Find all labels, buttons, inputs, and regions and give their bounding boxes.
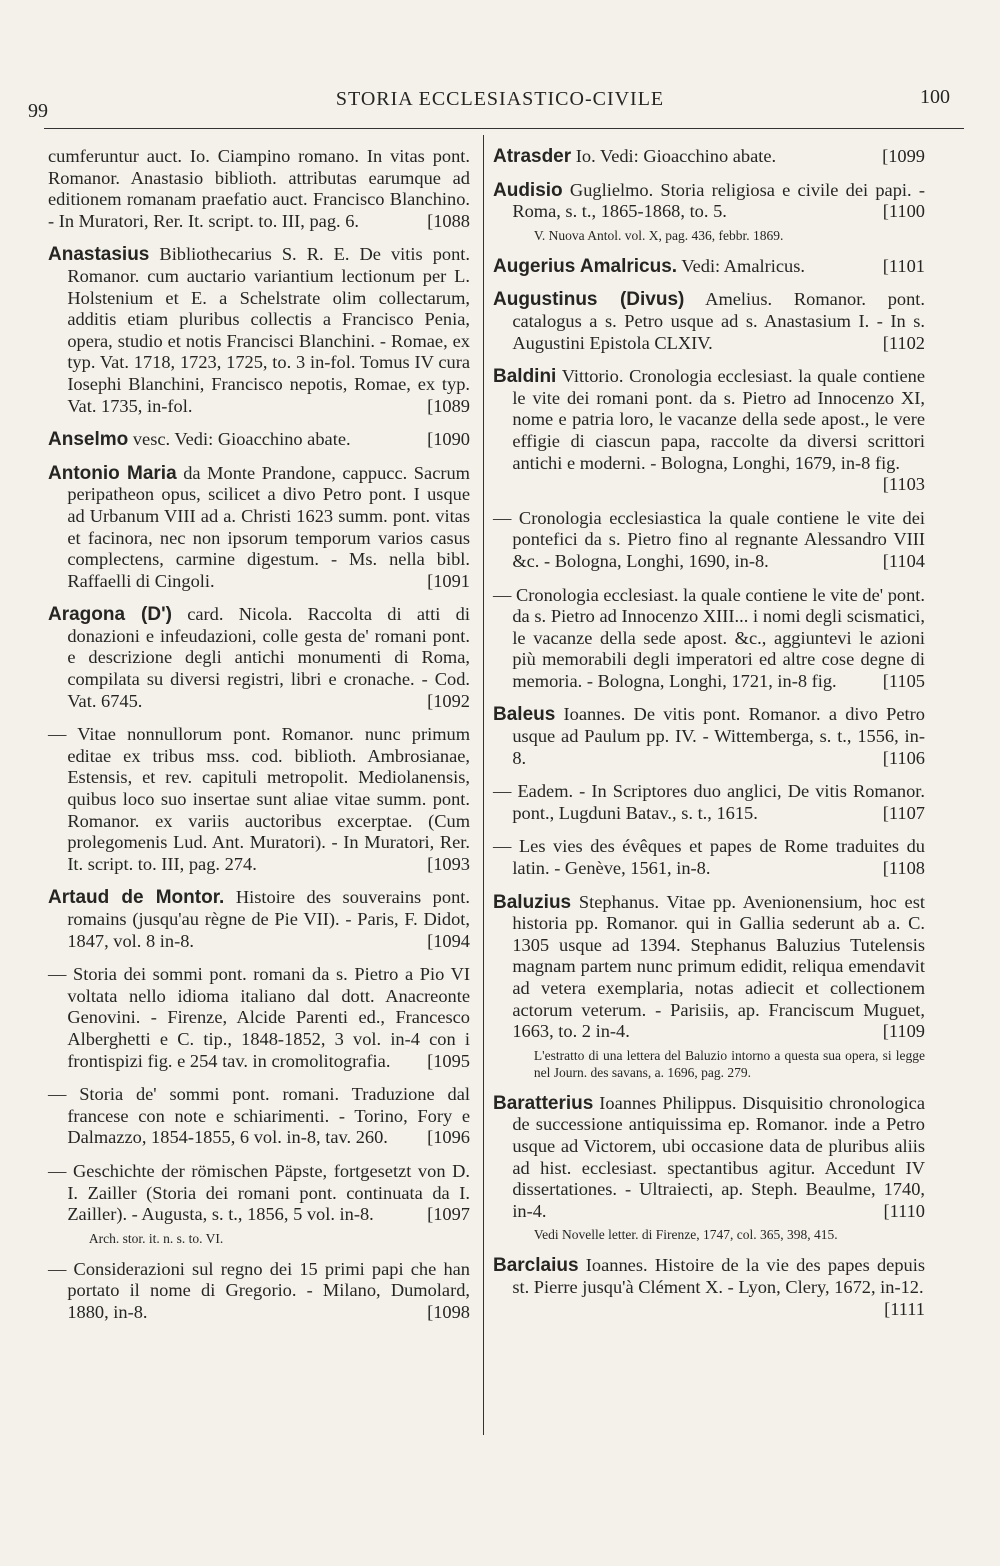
bibliography-entry xyxy=(493,781,925,824)
entry-number: [1094 xyxy=(427,930,470,951)
header-rule xyxy=(44,128,964,129)
entry-text: cumferuntur auct. Io. Ciampino romano. In vitas pont. Romanor. Anastasio biblioth. attributas earumque ad editionem romanam praefatio auct. Francisco Blanchino. - In Muratori, Rer. It. script. to. III, pag. 6. xyxy=(48,146,470,231)
entry-text: da Monte Prandone, cappucc. Sacrum peripatheon opus, scilicet a divo Petro pont. I usque ad Urbanum VIII ad a. Christi 1623 summ. pont. vitas et facinora, nec non ipsorum temporum varios casus complectens, carmine digestum. - Ms. nella bibl. Raffaelli di Cingoli. xyxy=(67,462,470,591)
entry-note: V. Nuova Antol. vol. X, pag. 436, febbr. 1869. xyxy=(533,227,784,243)
entry-heading: Audisio xyxy=(493,179,563,201)
entry-heading: Anastasius xyxy=(48,244,150,266)
entry-text: Vedi: Amalricus. xyxy=(681,255,805,276)
bibliography-entry xyxy=(48,463,470,593)
entry-text: Io. Vedi: Gioacchino abate. xyxy=(575,146,777,166)
entry-text: Bibliothecarius S. R. E. De vitis pont. Romanor. cum auctario variantium lectionum per L. Holstenium et E. a Schelstrate olim collectarum, additis etiam pluribus collectis a Francisco Penia, opera, studio et notis Francisci Blanchini. - Romae, ex typ. Vat. 1718, 1723, 1725, to. 3 in-fol. Tomus IV cura Iosephi Blanchini, Francisco nepotis, Romae, ex typ. Vat. 1735, in-fol. xyxy=(67,244,470,416)
entry-number: [1095 xyxy=(427,1050,470,1071)
entry-text: — Considerazioni sul regno dei 15 primi papi che han portato il nome di Gregorio. - Milano, Dumolard, 1880, in-8. xyxy=(48,1258,470,1322)
left-column xyxy=(48,146,470,1336)
entry-number: [1107 xyxy=(882,802,925,823)
entry-number: [1098 xyxy=(427,1301,470,1322)
entry-number: [1091 xyxy=(427,570,470,591)
entry-number: [1093 xyxy=(427,853,470,874)
entry-number: [1099 xyxy=(882,146,925,166)
entry-text: — Vitae nonnullorum pont. Romanor. nunc primum editae ex tribus mss. cod. biblioth. Ambrosianae, Estensis, et rev. capituli metropolit. Mediolanensis, quibus loco suo insertae sunt aliae vitae summ. pont. Romanor. ex variis auctoribus excerptae. (Cum prolegomenis Lud. Ant. Muratori). - In Muratori, Rer. It. script. to. III, pag. 274. xyxy=(48,724,470,874)
entry-note: Arch. stor. it. n. s. to. VI. xyxy=(88,1230,224,1246)
right-column xyxy=(493,146,925,1332)
entry-heading: Atrasder xyxy=(493,146,572,167)
entry-number: [1103 xyxy=(882,474,925,495)
entry-text: — Cronologia ecclesiast. la quale contiene le vite de' pont. da s. Pietro ad Innocenzo XIII... i nomi degli scismatici, le vacanze della sede apost. &c., aggiuntevi le azioni più memorabili degli imperatori ed altre cose degne di memoria. - Bologna, Longhi, 1721, in-8 fig. xyxy=(493,584,925,691)
entry-heading: Antonio Maria xyxy=(48,462,177,484)
entry-text: — Eadem. - In Scriptores duo anglici, De vitis Romanor. pont., Lugduni Batav., s. t., 1615. xyxy=(493,781,925,823)
entry-text: vesc. Vedi: Gioacchino abate. xyxy=(132,429,351,450)
bibliography-entry xyxy=(493,1255,925,1320)
entry-text: — Les vies des évêques et papes de Rome traduites du latin. - Genève, 1561, in-8. xyxy=(493,836,925,879)
entry-number: [1090 xyxy=(427,429,470,450)
entry-note: Vedi Novelle letter. di Firenze, 1747, col. 365, 398, 415. xyxy=(533,1227,838,1243)
entry-text: Ioannes. De vitis pont. Romanor. a divo Petro usque ad Paulum pp. IV. - Wittemberga, s. t., 1556, in-8. xyxy=(512,704,925,768)
entry-number: [1110 xyxy=(883,1200,925,1221)
bibliography-entry xyxy=(493,585,925,693)
entry-number: [1088 xyxy=(427,210,470,231)
bibliography-entry xyxy=(48,429,470,451)
entry-number: [1108 xyxy=(882,858,925,879)
entry-heading: Aragona (D') xyxy=(48,604,172,626)
entry-heading: Baleus xyxy=(493,704,556,726)
entry-number: [1100 xyxy=(882,201,925,222)
bibliography-entry xyxy=(493,704,925,769)
entry-number: [1104 xyxy=(882,550,925,571)
bibliography-entry xyxy=(493,146,925,168)
page-number-right: 100 xyxy=(920,86,950,108)
bibliography-entry xyxy=(493,289,925,354)
running-title: STORIA ECCLESIASTICO-CIVILE xyxy=(335,88,665,110)
bibliography-entry xyxy=(493,180,925,244)
entry-text: Vittorio. Cronologia ecclesiast. la quale contiene le vite dei romani pont. da s. Pietro ad Innocenzo XI, nome e patria loro, le vacanze della sede apost., le vere effigie di ciascun papa, raccolte da diversi scrittori antichi e moderni. - Bologna, Longhi, 1679, in-8 fig. xyxy=(512,366,925,473)
entry-heading: Augustinus (Divus) xyxy=(493,289,685,311)
entry-heading: Baldini xyxy=(493,366,557,388)
bibliography-entry xyxy=(48,887,470,952)
entry-heading: Baratterius xyxy=(493,1092,594,1114)
bibliography-entry xyxy=(48,1084,470,1149)
entry-heading: Artaud de Montor. xyxy=(48,887,225,909)
bibliography-entry xyxy=(493,1093,925,1244)
bibliography-entry xyxy=(48,604,470,712)
entry-text: — Geschichte der römischen Päpste, fortgesetzt von D. I. Zailler (Storia dei romani pont. continuata da I. Zailler). - Augusta, s. t., 1856, 5 vol. in-8. xyxy=(48,1160,470,1225)
entry-number: [1106 xyxy=(882,747,925,768)
entry-text: Guglielmo. Storia religiosa e civile dei papi. - Roma, s. t., 1865-1868, to. 5. xyxy=(512,179,925,222)
entry-text: Amelius. Romanor. pont. catalogus a s. Petro usque ad s. Anastasium I. - In s. Augustini Epistola CLXIV. xyxy=(512,289,926,353)
bibliography-entry xyxy=(48,146,470,232)
entry-number: [1092 xyxy=(427,690,470,711)
entry-heading: Augerius Amalricus. xyxy=(493,255,678,277)
entry-number: [1105 xyxy=(882,670,925,691)
entry-text: Histoire des souverains pont. romains (jusqu'au règne de Pie VII). - Paris, F. Didot, 1847, vol. 8 in-8. xyxy=(67,887,470,951)
entry-number: [1111 xyxy=(884,1298,925,1319)
entry-number: [1109 xyxy=(882,1021,925,1042)
bibliography-entry xyxy=(493,366,925,496)
entry-text: — Storia dei sommi pont. romani da s. Pietro a Pio VI voltata nello idioma italiano dal dott. Anacreonte Genovini. - Firenze, Alcide Parenti ed., Francesco Alberghetti e C. tip., 1848-1852, 3 vol. in-4 con i frontispizi fig. e 254 tav. in cromolitografia. xyxy=(48,964,470,1071)
entry-heading: Baluzius xyxy=(493,891,572,913)
entry-text: Ioannes. Histoire de la vie des papes depuis st. Pierre jusqu'à Clément X. - Lyon, Clery, 1672, in-12. xyxy=(512,1255,925,1297)
bibliography-entry xyxy=(48,244,470,417)
bibliography-entry xyxy=(48,964,470,1072)
column-divider xyxy=(483,135,484,1435)
entry-text: Stephanus. Vitae pp. Avenionensium, hoc est historia pp. Romanor. qui in Gallia sederunt ab a. C. 1305 usque ad 1394. Stephanus Baluzius Tutelensis magnam partem nunc primum edidit, reliqua emendavit ad vetera exemplaria, notas adiecit et collectionem actorum veterum. - Parisiis, ap. Franciscum Muguet, 1663, to. 2 in-4. xyxy=(512,891,925,1042)
bibliography-entry xyxy=(48,1259,470,1324)
entry-text: — Storia de' sommi pont. romani. Traduzione dal francese con note e schiarimenti. - Torino, Fory e Dalmazzo, 1854-1855, 6 vol. in-8, tav. 260. xyxy=(48,1084,470,1148)
entry-number: [1101 xyxy=(882,255,925,276)
entry-text: — Cronologia ecclesiastica la quale contiene le vite dei pontefici da s. Pietro fino al regnante Alessandro VIII &c. - Bologna, Longhi, 1690, in-8. xyxy=(493,507,925,571)
entry-number: [1097 xyxy=(427,1204,470,1225)
entry-heading: Barclaius xyxy=(493,1255,579,1277)
entry-text: Ioannes Philippus. Disquisitio chronologica de successione antiquissima ep. Romanor. inde a Petro usque ad Victorem, ubi occasione data de pluribus aliis ad hist. ecclesiast. spectantibus agitur. Accedunt IV dissertationes. - Ultraiecti, ap. Steph. Beaulme, 1740, in-4. xyxy=(512,1092,925,1221)
bibliography-entry xyxy=(493,836,925,879)
bibliography-entry xyxy=(493,256,925,278)
bibliography-entry xyxy=(493,508,925,573)
entry-number: [1089 xyxy=(427,395,470,416)
entry-text: card. Nicola. Raccolta di atti di donazioni e infeudazioni, colle gesta de' romani pont. e descrizione degli antichi monumenti di Roma, compilata su diversi registri, libri e cronache. - Cod. Vat. 6745. xyxy=(67,604,470,711)
bibliography-entry xyxy=(493,892,925,1081)
entry-heading: Anselmo xyxy=(48,429,129,451)
entry-note: L'estratto di una lettera del Baluzio intorno a questa sua opera, si legge nel Journ. des savans, a. 1696, pag. 279. xyxy=(533,1047,925,1080)
page-header xyxy=(0,84,1000,124)
bibliography-entry xyxy=(48,1161,470,1247)
page-number-left: 99 xyxy=(28,100,48,122)
entry-number: [1096 xyxy=(427,1127,470,1148)
bibliography-entry xyxy=(48,724,470,875)
entry-number: [1102 xyxy=(882,332,925,353)
